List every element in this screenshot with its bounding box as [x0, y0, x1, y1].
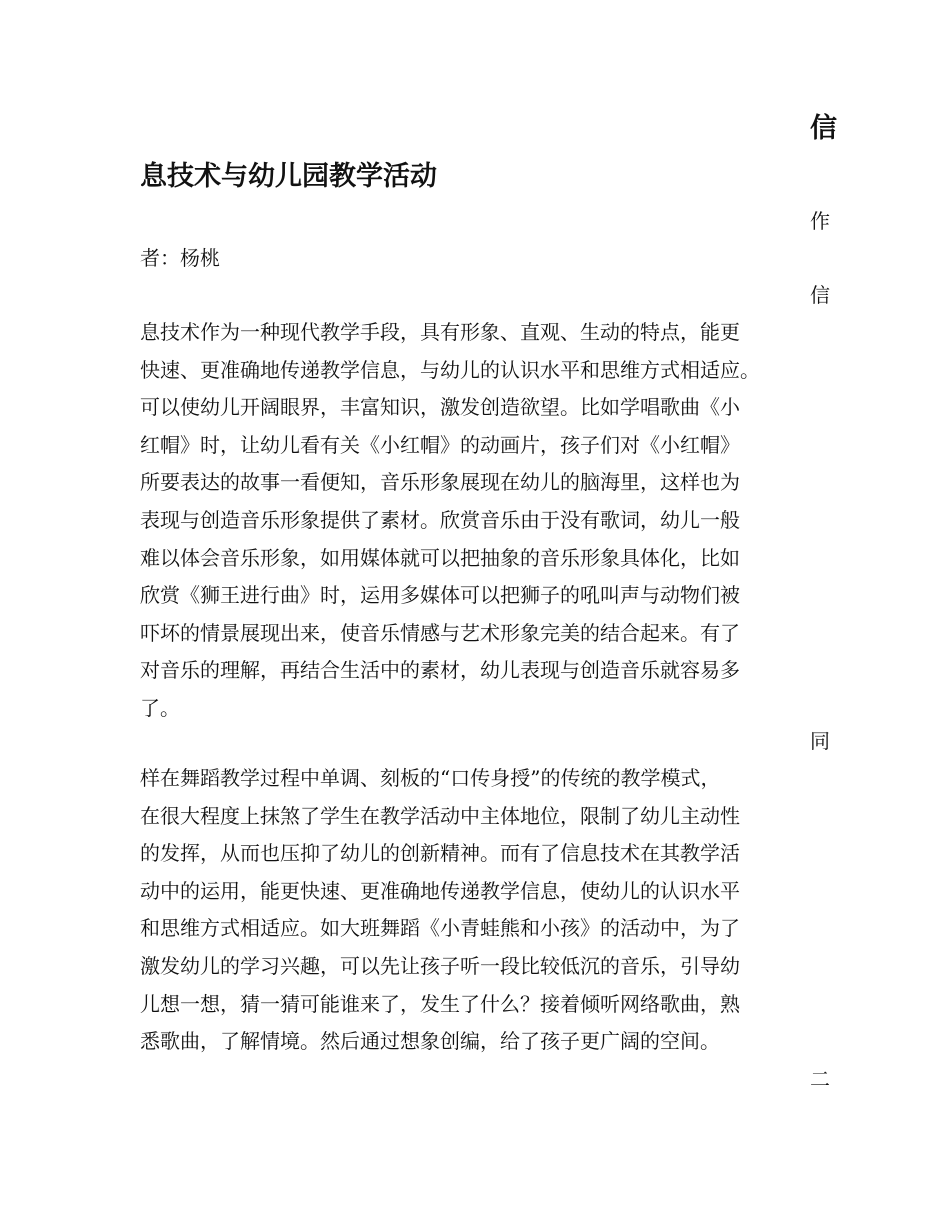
paragraph-line: 在很大程度上抹煞了学生在教学活动中主体地位，限制了幼儿主动性 [140, 803, 740, 828]
paragraph-2-first-char: 同 [810, 729, 830, 753]
paragraph-line: 难以体会音乐形象，如用媒体就可以把抽象的音乐形象具体化，比如 [140, 545, 740, 570]
title-first-char: 信 [810, 113, 837, 144]
paragraph-line: 红帽》时，让幼儿看有关《小红帽》的动画片，孩子们对《小红帽》 [140, 432, 740, 457]
author-line: 者：杨桃 [140, 246, 220, 270]
paragraph-line: 和思维方式相适应。如大班舞蹈《小青蛙熊和小孩》的活动中，为了 [140, 916, 740, 941]
paragraph-1-first-char: 信 [810, 283, 830, 307]
document-title: 息技术与幼儿园教学活动 [140, 161, 437, 192]
paragraph-line: 所要表达的故事一看便知，音乐形象展现在幼儿的脑海里，这样也为 [140, 470, 740, 495]
paragraph-line: 息技术作为一种现代教学手段，具有形象、直观、生动的特点，能更 [140, 320, 740, 344]
paragraph-line: 的发挥，从而也压抑了幼儿的创新精神。而有了信息技术在其教学活 [140, 841, 740, 866]
paragraph-line: 了。 [140, 695, 180, 720]
paragraph-line: 样在舞蹈教学过程中单调、刻板的“口传身授”的传统的教学模式， [140, 766, 721, 790]
paragraph-3-first-char: 二 [810, 1067, 830, 1091]
paragraph-line: 儿想一想，猜一猜可能谁来了，发生了什么？接着倾听网络歌曲，熟 [140, 991, 740, 1016]
paragraph-line: 快速、更准确地传递教学信息，与幼儿的认识水平和思维方式相适应。 [140, 357, 760, 382]
paragraph-line: 激发幼儿的学习兴趣，可以先让孩子听一段比较低沉的音乐，引导幼 [140, 953, 740, 978]
paragraph-line: 可以使幼儿开阔眼界，丰富知识，激发创造欲望。比如学唱歌曲《小 [140, 395, 740, 420]
paragraph-line: 吓坏的情景展现出来，使音乐情感与艺术形象完美的结合起来。有了 [140, 620, 740, 645]
paragraph-1 [140, 318, 820, 732]
paragraph-line: 动中的运用，能更快速、更准确地传递教学信息，使幼儿的认识水平 [140, 878, 740, 903]
paragraph-line: 欣赏《狮王进行曲》时，运用多媒体可以把狮子的吼叫声与动物们被 [140, 583, 740, 608]
paragraph-line: 悉歌曲，了解情境。然后通过想象创编，给了孩子更广阔的空间。 [140, 1029, 720, 1054]
paragraph-line: 表现与创造音乐形象提供了素材。欣赏音乐由于没有歌词，幼儿一般 [140, 507, 740, 532]
author-first-char: 作 [810, 209, 830, 233]
paragraph-2 [140, 764, 820, 1065]
paragraph-line: 对音乐的理解，再结合生活中的素材，幼儿表现与创造音乐就容易多 [140, 658, 740, 683]
